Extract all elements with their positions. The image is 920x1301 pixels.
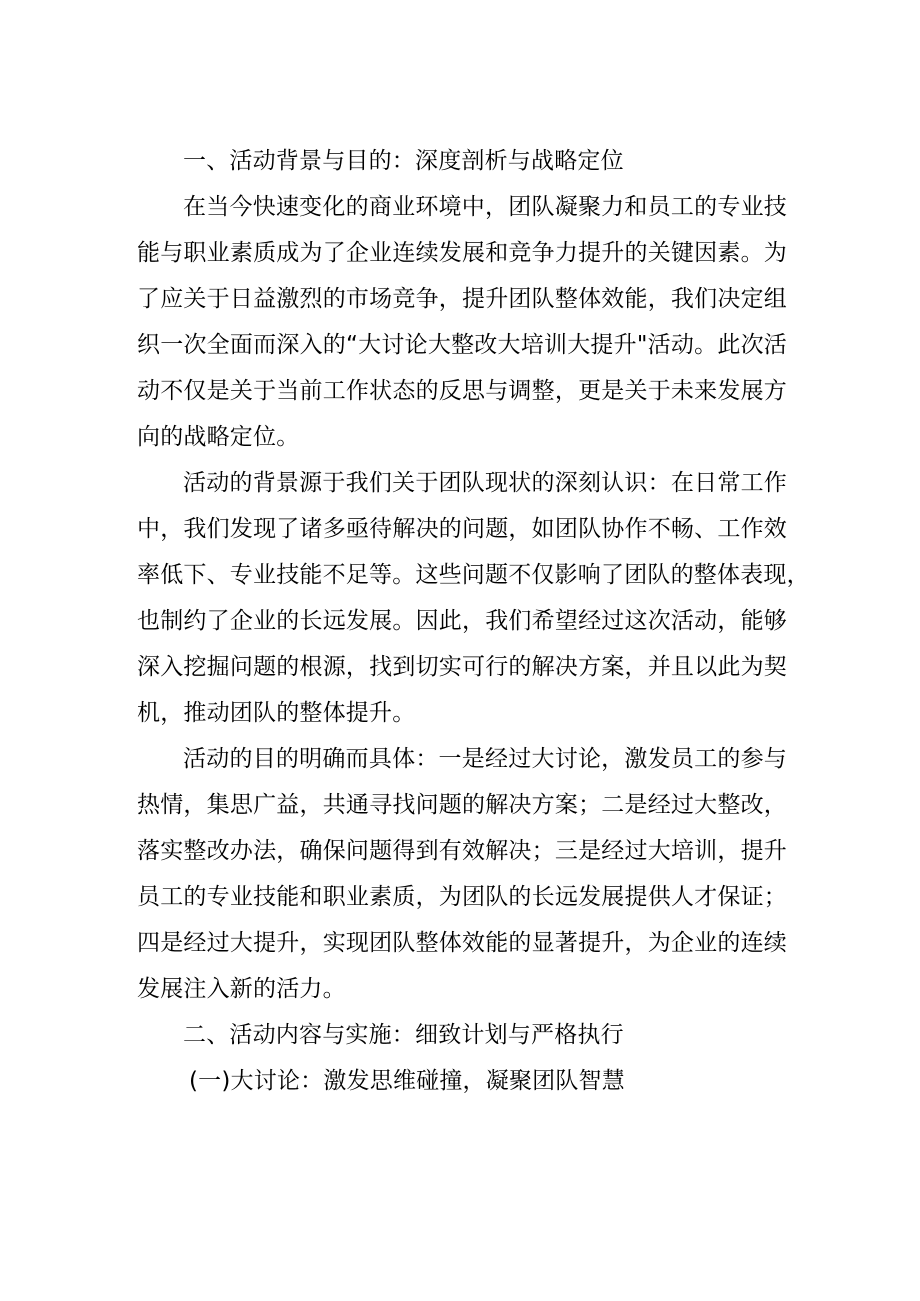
paragraph-background-intro: [137, 184, 787, 460]
paragraph-line: 向的战略定位。: [137, 424, 300, 450]
paragraph-line: 在当今快速变化的商业环境中，团队凝聚力和员工的专业技: [183, 194, 787, 220]
paragraph-background-source: [137, 460, 810, 736]
paragraph-line: 了应关于日益激烈的市场竞争，提升团队整体效能，我们决定组: [137, 286, 787, 312]
section-heading-2: 二、活动内容与实施：细致计划与严格执行: [183, 1022, 624, 1048]
paragraph-goals: [137, 736, 787, 1012]
paragraph-line: 也制约了企业的长远发展。因此，我们希望经过这次活动，能够: [137, 608, 787, 634]
paragraph-line: 活动的背景源于我们关于团队现状的深刻认识：在日常工作: [183, 470, 787, 496]
paragraph-line: 四是经过大提升，实现团队整体效能的显著提升，为企业的连续: [137, 930, 787, 956]
paragraph-line: 能与职业素质成为了企业连续发展和竞争力提升的关键因素。为: [137, 240, 787, 266]
paragraph-line: 动不仅是关于当前工作状态的反思与调整，更是关于未来发展方: [137, 378, 787, 404]
subsection-heading-1: (一)大讨论：激发思维碰撞，凝聚团队智慧: [189, 1068, 625, 1094]
paragraph-line: 中，我们发现了诸多亟待解决的问题，如团队协作不畅、工作效: [137, 516, 787, 542]
paragraph-line: 热情，集思广益，共通寻找问题的解决方案；二是经过大整改，: [137, 792, 787, 818]
paragraph-line: 率低下、专业技能不足等。这些问题不仅影响了团队的整体表现，: [137, 562, 810, 588]
paragraph-line: 机，推动团队的整体提升。: [137, 700, 416, 726]
section-heading-1: 一、活动背景与目的：深度剖析与战略定位: [183, 148, 624, 174]
document-body: [137, 138, 810, 1104]
paragraph-line: 织一次全面而深入的“大讨论大整改大培训大提升"活动。此次活: [137, 332, 787, 358]
paragraph-line: 深入挖掘问题的根源，找到切实可行的解决方案，并且以此为契: [137, 654, 787, 680]
paragraph-line: 发展注入新的活力。: [137, 976, 346, 1002]
paragraph-line: 活动的目的明确而具体：一是经过大讨论，激发员工的参与: [183, 746, 787, 772]
paragraph-line: 员工的专业技能和职业素质，为团队的长远发展提供人才保证；: [137, 884, 787, 910]
paragraph-line: 落实整改办法，确保问题得到有效解决；三是经过大培训，提升: [137, 838, 787, 864]
